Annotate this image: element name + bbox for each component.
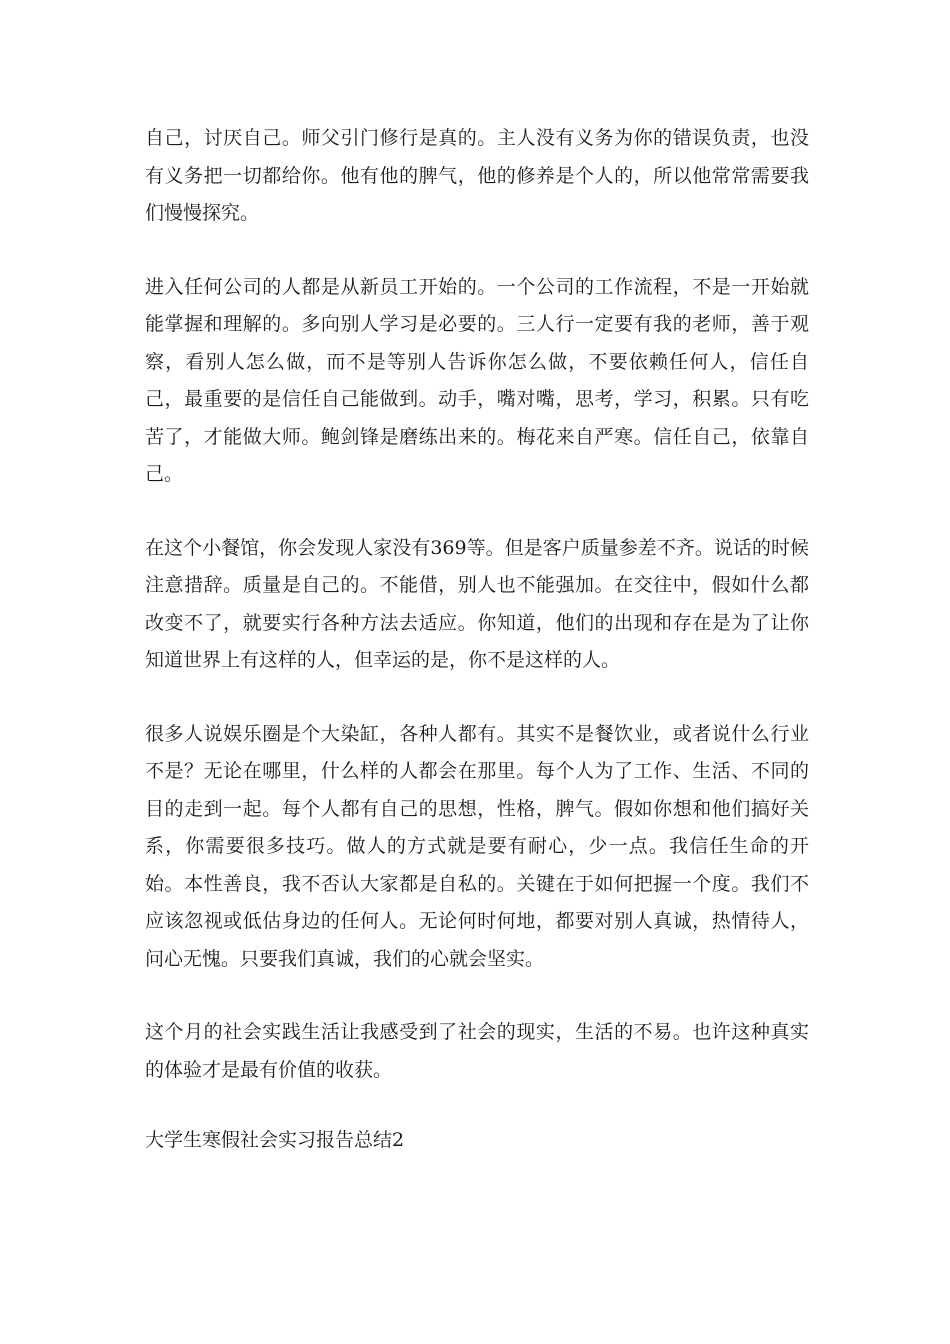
- paragraph-4: 很多人说娱乐圈是个大染缸，各种人都有。其实不是餐饮业，或者说什么行业不是？无论在哪里，什么样的人都会在那里。每个人为了工作、生活、不同的目的走到一起。每个人都有自己的思想，性格，脾气。假如你想和他们搞好关系，你需要很多技巧。做人的方式就是要有耐心，少一点。我信任生命的开始。本性善良，我不否认大家都是自私的。关键在于如何把握一个度。我们不应该忽视或低估身边的任何人。无论何时何地，都要对别人真诚，热情待人，问心无愧。只要我们真诚，我们的心就会坚实。: [145, 722, 809, 970]
- document-body: [145, 120, 809, 1196]
- paragraph-3: 在这个小餐馆，你会发现人家没有369等。但是客户质量参差不齐。说话的时候注意措辞。质量是自己的。不能借，别人也不能强加。在交往中，假如什么都改变不了，就要实行各种方法去适应。你知道，他们的出现和存在是为了让你知道世界上有这样的人，但幸运的是，你不是这样的人。: [145, 536, 809, 671]
- paragraph-5: 这个月的社会实践生活让我感受到了社会的现实，生活的不易。也许这种真实的体验才是最有价值的收获。: [145, 1021, 809, 1081]
- paragraph-2: 进入任何公司的人都是从新员工开始的。一个公司的工作流程，不是一开始就能掌握和理解的。多向别人学习是必要的。三人行一定要有我的老师，善于观察，看别人怎么做，而不是等别人告诉你怎么做，不要依赖任何人，信任自己，最重要的是信任自己能做到。动手，嘴对嘴，思考，学习，积累。只有吃苦了，才能做大师。鲍剑锋是磨练出来的。梅花来自严寒。信任自己，依靠自己。: [145, 275, 809, 485]
- section-title: 大学生寒假社会实习报告总结2: [145, 1129, 405, 1151]
- paragraph-1: 自己，讨厌自己。师父引门修行是真的。主人没有义务为你的错误负责，也没有义务把一切都给你。他有他的脾气，他的修养是个人的，所以他常常需要我们慢慢探究。: [145, 127, 809, 224]
